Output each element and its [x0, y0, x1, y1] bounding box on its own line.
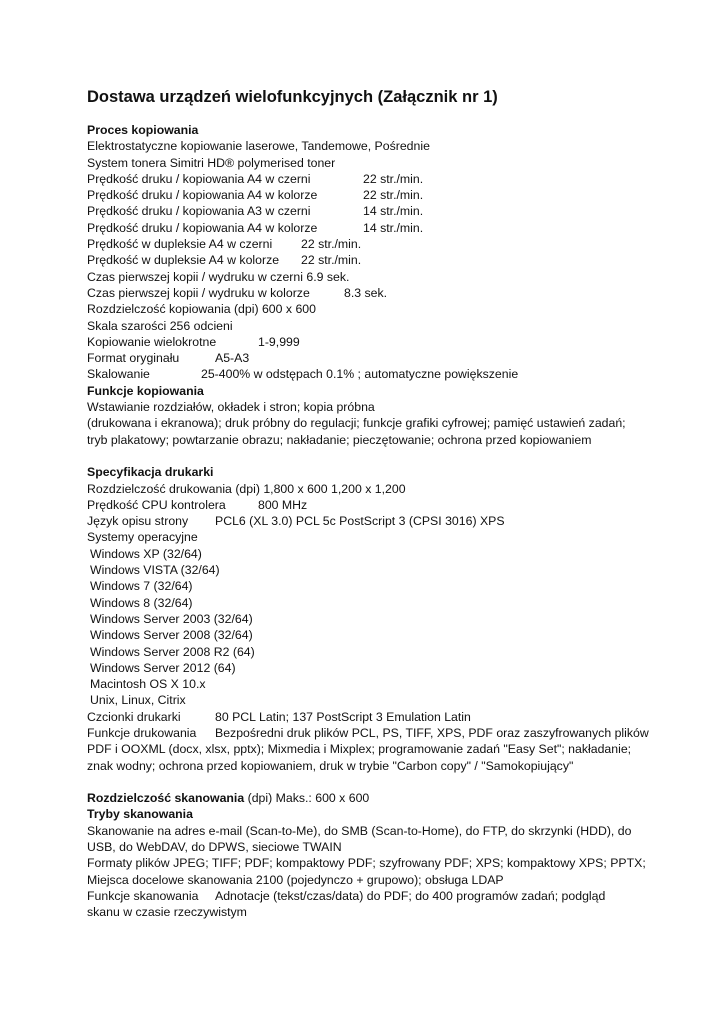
- paragraph-line: PDF i OOXML (docx, xlsx, pptx); Mixmedia i Mixplex; programowanie zadań "Easy Set"; nakładanie;: [87, 742, 632, 757]
- first-copy-bw: Czas pierwszej kopii / wydruku w czerni 6.9 sek.: [87, 269, 350, 284]
- grayscale: Skala szarości 256 odcieni: [87, 318, 233, 333]
- spec-label: Prędkość druku / kopiowania A4 w kolorze: [87, 188, 318, 203]
- spec-value: 14 str./min.: [363, 204, 424, 219]
- spec-label: Skalowanie: [87, 367, 150, 382]
- spec-row: [87, 709, 647, 725]
- scan-resolution: [87, 790, 647, 806]
- os-item: Windows Server 2008 (32/64): [90, 628, 253, 643]
- copy-technology: Elektrostatyczne kopiowanie laserowe, Tandemowe, Pośrednie: [87, 139, 430, 154]
- scan-destinations: Miejsca docelowe skanowania 2100 (pojedynczo + grupowo); obsługa LDAP: [87, 872, 504, 887]
- spec-row: [87, 220, 647, 236]
- paragraph-line: (drukowana i ekranowa); druk próbny do regulacji; funkcje grafiki cyfrowej; pamięć ustawień zadań;: [87, 416, 626, 431]
- spec-value: PCL6 (XL 3.0) PCL 5c PostScript 3 (CPSI 3016) XPS: [215, 514, 505, 529]
- spec-label: Funkcje drukowania: [87, 725, 197, 740]
- spec-row: [87, 285, 647, 301]
- paragraph-line: USB, do WebDAV, do DPWS, sieciowe TWAIN: [87, 840, 342, 855]
- toner-system: System tonera Simitri HD® polymerised toner: [87, 155, 336, 170]
- spec-value: A5-A3: [215, 351, 250, 366]
- spec-value: 14 str./min.: [363, 220, 424, 235]
- spacer: [87, 448, 647, 464]
- os-item: Windows Server 2003 (32/64): [90, 611, 253, 626]
- document-body: [87, 122, 647, 921]
- spec-label: Język opisu strony: [87, 514, 189, 529]
- paragraph-line: skanu w czasie rzeczywistym: [87, 905, 247, 920]
- spec-value: 22 str./min.: [363, 171, 424, 186]
- spec-label: Format oryginału: [87, 351, 180, 366]
- paragraph-line: znak wodny; ochrona przed kopiowaniem, druk w trybie "Carbon copy" / "Samokopiujący": [87, 758, 574, 773]
- spec-label: Prędkość druku / kopiowania A3 w czerni: [87, 204, 311, 219]
- spec-value: Bezpośredni druk plików PCL, PS, TIFF, XPS, PDF oraz zaszyfrowanych plików: [215, 725, 649, 740]
- copy-resolution: Rozdzielczość kopiowania (dpi) 600 x 600: [87, 302, 316, 317]
- spec-row: [87, 334, 647, 350]
- spec-row: [87, 888, 647, 904]
- paragraph-line: tryb plakatowy; powtarzanie obrazu; nakładanie; pieczętowanie; ochrona przed kopiowaniem: [87, 432, 592, 447]
- spec-row: [87, 171, 647, 187]
- scan-resolution-label: Rozdzielczość skanowania: [87, 791, 245, 806]
- paragraph-line: Wstawianie rozdziałów, okładek i stron; kopia próbna: [87, 400, 375, 415]
- spec-value: 22 str./min.: [301, 253, 362, 268]
- os-item: Windows XP (32/64): [90, 546, 202, 561]
- spec-label: Prędkość druku / kopiowania A4 w kolorze: [87, 220, 318, 235]
- spec-value: Adnotacje (tekst/czas/data) do PDF; do 400 programów zadań; podgląd: [215, 888, 606, 903]
- os-item: Windows Server 2008 R2 (64): [90, 644, 255, 659]
- spec-label: Prędkość CPU kontrolera: [87, 497, 226, 512]
- spec-value: 800 MHz: [258, 497, 308, 512]
- os-item: Windows 7 (32/64): [90, 579, 193, 594]
- spec-row: [87, 252, 647, 268]
- os-item: Windows 8 (32/64): [90, 595, 193, 610]
- spec-label: Kopiowanie wielokrotne: [87, 334, 217, 349]
- spec-label: Prędkość w dupleksie A4 w czerni: [87, 237, 273, 252]
- spec-label: Prędkość w dupleksie A4 w kolorze: [87, 253, 280, 268]
- spec-row: [87, 203, 647, 219]
- section-heading-printer: Specyfikacja drukarki: [87, 465, 214, 480]
- spec-label: Czas pierwszej kopii / wydruku w kolorze: [87, 285, 310, 300]
- spec-row: [87, 513, 647, 529]
- spec-row: [87, 366, 647, 382]
- spec-value: 22 str./min.: [301, 237, 362, 252]
- os-label: Systemy operacyjne: [87, 530, 198, 545]
- spacer: [87, 774, 647, 790]
- section-heading-copy-functions: Funkcje kopiowania: [87, 383, 204, 398]
- spec-value: 1-9,999: [258, 334, 300, 349]
- scan-resolution-value: (dpi) Maks.: 600 x 600: [244, 791, 370, 806]
- document-title: Dostawa urządzeń wielofunkcyjnych (Załącznik nr 1): [87, 88, 498, 106]
- scan-formats: Formaty plików JPEG; TIFF; PDF; kompaktowy PDF; szyfrowany PDF; XPS; kompaktowy XPS; PPTX;: [87, 856, 646, 871]
- spec-label: Funkcje skanowania: [87, 888, 199, 903]
- spec-row: [87, 236, 647, 252]
- paragraph-line: Skanowanie na adres e-mail (Scan-to-Me), do SMB (Scan-to-Home), do FTP, do skrzynki (HDD), do: [87, 823, 632, 838]
- spec-value: 22 str./min.: [363, 188, 424, 203]
- os-item: Windows VISTA (32/64): [90, 563, 220, 578]
- os-item: Macintosh OS X 10.x: [90, 677, 206, 692]
- os-item: Unix, Linux, Citrix: [90, 693, 186, 708]
- spec-row: [87, 725, 647, 741]
- spec-label: Prędkość druku / kopiowania A4 w czerni: [87, 171, 311, 186]
- spec-value: 25-400% w odstępach 0.1% ; automatyczne powiększenie: [201, 367, 519, 382]
- spec-label: Czcionki drukarki: [87, 709, 181, 724]
- spec-value: 80 PCL Latin; 137 PostScript 3 Emulation Latin: [215, 709, 471, 724]
- section-heading-scan-modes: Tryby skanowania: [87, 807, 193, 822]
- print-resolution: Rozdzielczość drukowania (dpi) 1,800 x 600 1,200 x 1,200: [87, 481, 406, 496]
- os-item: Windows Server 2012 (64): [90, 660, 236, 675]
- section-heading-copy-process: Proces kopiowania: [87, 123, 199, 137]
- spec-row: [87, 187, 647, 203]
- spec-value: 8.3 sek.: [344, 285, 388, 300]
- spec-row: [87, 497, 647, 513]
- spec-row: [87, 350, 647, 366]
